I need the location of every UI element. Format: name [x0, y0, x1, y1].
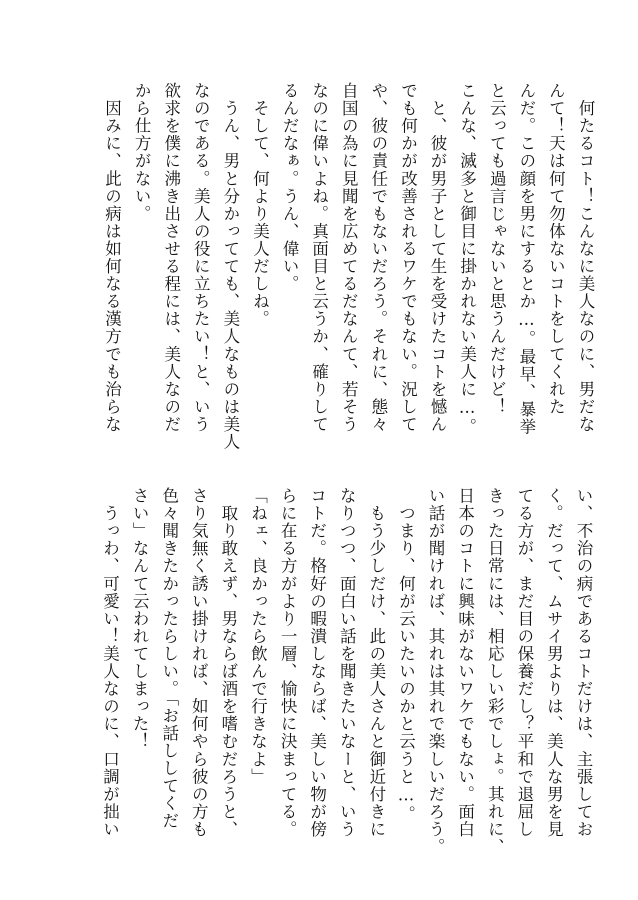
- text-line: さい」なんて云われてしまった！: [130, 487, 150, 751]
- text-line: もう少しだけ、此の美人さんと御近付きに: [366, 487, 386, 838]
- text-line: きった日常には、相応しい彩でしょ。其れに、: [485, 487, 505, 856]
- text-line: るんだなぁ。うん、偉い。: [280, 82, 300, 293]
- text-line: 自国の為に見聞を広めてるだなんて、若そう: [339, 82, 359, 433]
- text-line: でも何かが改善されるワケでもない。況して: [398, 82, 418, 433]
- text-line: こんな、滅多と御目に掛かれない美人に…。: [457, 82, 477, 436]
- text-line: コトだ。格好の暇潰しならば、美しい物が傍: [307, 487, 327, 838]
- text-line: から仕方がない。: [132, 82, 152, 223]
- text-line: 「ねェ、良かったら飲んで行きなよ」: [248, 487, 268, 786]
- text-line: うん、男と分かってても、美人なものは美人: [220, 82, 240, 451]
- text-line: 何たるコト！こんなに美人なのに、男だな: [576, 82, 595, 433]
- text-line: んだ。この顔を男にするとか…。最早、暴挙: [516, 82, 536, 436]
- text-line: 取り敢えず、男ならば酒を嗜むだろうと、: [218, 487, 238, 838]
- text-line: と、彼が男子として生を受けたコトを憾ん: [428, 82, 448, 433]
- text-line: さり気無く誘い掛ければ、如何やら彼の方も: [189, 487, 209, 838]
- text-line: なのである。美人の役に立ちたい！と、いう: [191, 82, 211, 433]
- text-line: そして、何より美人だしね。: [250, 82, 270, 328]
- text-line: と云っても過言じゃないと思うんだけど！: [487, 82, 507, 416]
- text-line: や、彼の責任でもないだろう。それに、態々: [368, 82, 388, 433]
- text-line: く。だって、ムサイ男よりは、美人な男を見: [544, 487, 564, 838]
- text-line: てる方が、まだ目の保養だし？平和で退屈し: [514, 487, 534, 838]
- text-line: 因みに、此の病は如何なる漢方でも治らな: [102, 82, 122, 433]
- text-line: い話が聞ければ、其れは其れで楽しいだろう。: [426, 487, 446, 856]
- text-line: つまり、何が云いたいのかと云うと…。: [396, 487, 416, 823]
- text-line: らに在る方がより一層、愉快に決まってる。: [278, 487, 298, 838]
- text-line: なのに偉いよね。真面目と云うか、確りして: [309, 82, 329, 433]
- text-line: い、不治の病であるコトだけは、主張してお: [574, 487, 593, 838]
- text-line: なりつつ、面白い話を聞きたいなーと、いう: [337, 487, 357, 838]
- lower-text-block: [95, 487, 598, 856]
- upper-text-block: [97, 82, 600, 451]
- text-line: 日本のコトに興味がないワケでもない。面白: [455, 487, 475, 838]
- text-line: 欲求を僕に沸き出させる程には、美人なのだ: [161, 82, 181, 433]
- text-line: うっわ、可愛い！美人なのに、口調が拙い: [100, 487, 120, 838]
- text-line: んて！天は何て勿体ないコトをしてくれた: [546, 82, 566, 416]
- text-line: 色々聞きたかったらしい。「お話ししてくだ: [159, 487, 179, 830]
